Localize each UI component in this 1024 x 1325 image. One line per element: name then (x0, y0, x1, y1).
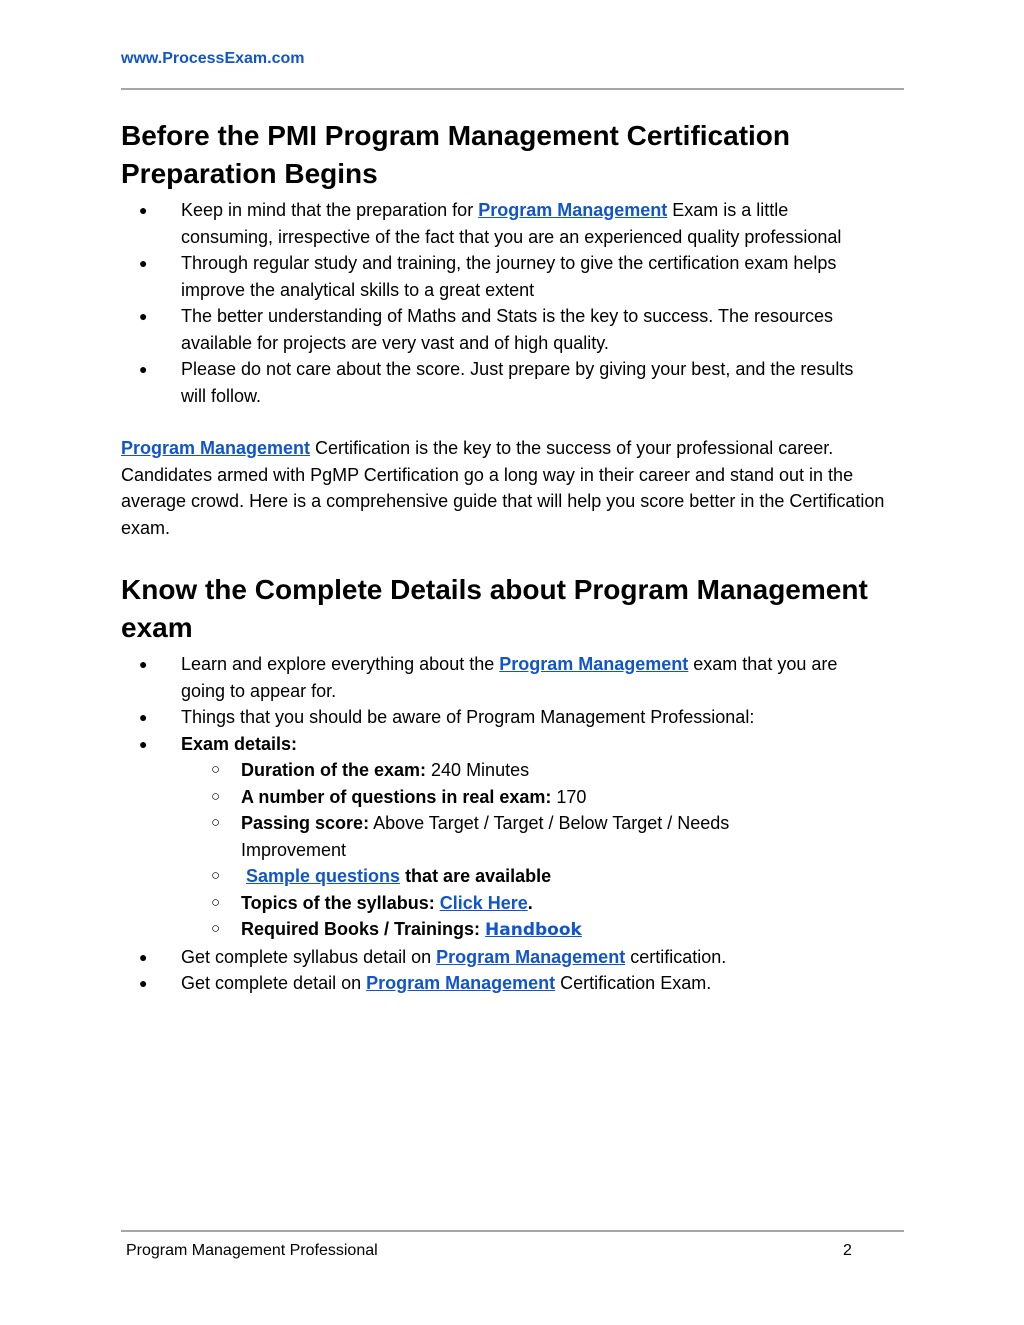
list-item (181, 197, 881, 250)
bullet-text: Get complete syllabus detail on (181, 946, 437, 967)
paragraph-text: Certification is the key to the success of your professional career. Candidates armed with PgMP Certification go a long way in their career and stand out in the average crowd. Here is a comprehensive guide that will help you score better in the Certification exam. (121, 438, 885, 538)
list-item (181, 303, 881, 356)
exam-details-label: Exam details: (181, 733, 298, 754)
bullet-text: Get complete detail on (181, 973, 367, 993)
exam-details-sublist (181, 757, 881, 944)
books-label: Required Books / Trainings: (241, 919, 486, 939)
bullet-text: The better understanding of Maths and Stats is the key to success. The resources available for projects are very vast and of high quality. (181, 306, 834, 353)
list-item (241, 916, 821, 944)
list-item (241, 863, 821, 890)
list-item (181, 944, 881, 971)
list-item (241, 757, 821, 784)
list-item (241, 890, 821, 917)
list-item (181, 970, 881, 997)
list-item (241, 810, 821, 863)
list-item (181, 704, 881, 731)
preparation-bullet-list (121, 197, 911, 409)
page-number: 2 (843, 1242, 852, 1259)
list-item (181, 651, 881, 704)
program-management-link[interactable]: Program Management (478, 200, 668, 220)
list-item (241, 784, 821, 811)
bullet-text: Please do not care about the score. Just prepare by giving your best, and the results will follow. (181, 359, 854, 406)
exam-bullet-list (121, 651, 911, 997)
list-item (181, 356, 881, 409)
handbook-link[interactable]: Handbook (485, 920, 582, 940)
footer-divider (121, 1230, 904, 1232)
bullet-text: Through regular study and training, the journey to give the certification exam helps improve the analytical skills to a great extent (181, 253, 837, 300)
bullet-text: Keep in mind that the preparation for (181, 200, 479, 220)
bullet-text: exam that you are going to appear for. (181, 654, 838, 701)
duration-label: Duration of the exam: (241, 760, 427, 780)
bullet-text: Things that you should be aware of Program Management Professional: (181, 707, 755, 727)
topics-label: Topics of the syllabus: (241, 892, 440, 913)
passing-score-value: Above Target / Target / Below Target / Needs Improvement (241, 813, 730, 860)
section-heading-preparation: Before the PMI Program Management Certification Preparation Begins (121, 120, 791, 189)
passing-score-label: Passing score: (241, 813, 370, 833)
bullet-text: certification. (625, 946, 727, 967)
site-url-link[interactable]: www.ProcessExam.com (121, 50, 305, 67)
footer-title: Program Management Professional (126, 1242, 378, 1259)
questions-value: 170 (551, 786, 587, 807)
duration-value: 240 Minutes (426, 760, 530, 780)
bullet-text: Learn and explore everything about the (181, 654, 500, 674)
document-body (121, 117, 911, 997)
sample-questions-text: that are available (400, 866, 552, 886)
header-divider (121, 88, 904, 90)
topics-period: . (527, 892, 533, 913)
program-management-link[interactable]: Program Management (436, 946, 626, 967)
questions-label: A number of questions in real exam: (241, 786, 552, 807)
click-here-link[interactable]: Click Here (439, 892, 528, 913)
bullet-text: Certification Exam. (555, 973, 712, 993)
program-management-link[interactable]: Program Management (121, 438, 311, 458)
bullet-text: Exam is a little consuming, irrespective of the fact that you are an experienced quality professional (181, 200, 842, 247)
certification-paragraph (121, 435, 911, 541)
section-heading-exam-details: Know the Complete Details about Program Management exam (121, 574, 868, 643)
program-management-link[interactable]: Program Management (499, 654, 689, 674)
sample-questions-link[interactable]: Sample questions (246, 866, 401, 886)
program-management-link[interactable]: Program Management (366, 973, 556, 993)
list-item (181, 731, 881, 944)
list-item (181, 250, 881, 303)
